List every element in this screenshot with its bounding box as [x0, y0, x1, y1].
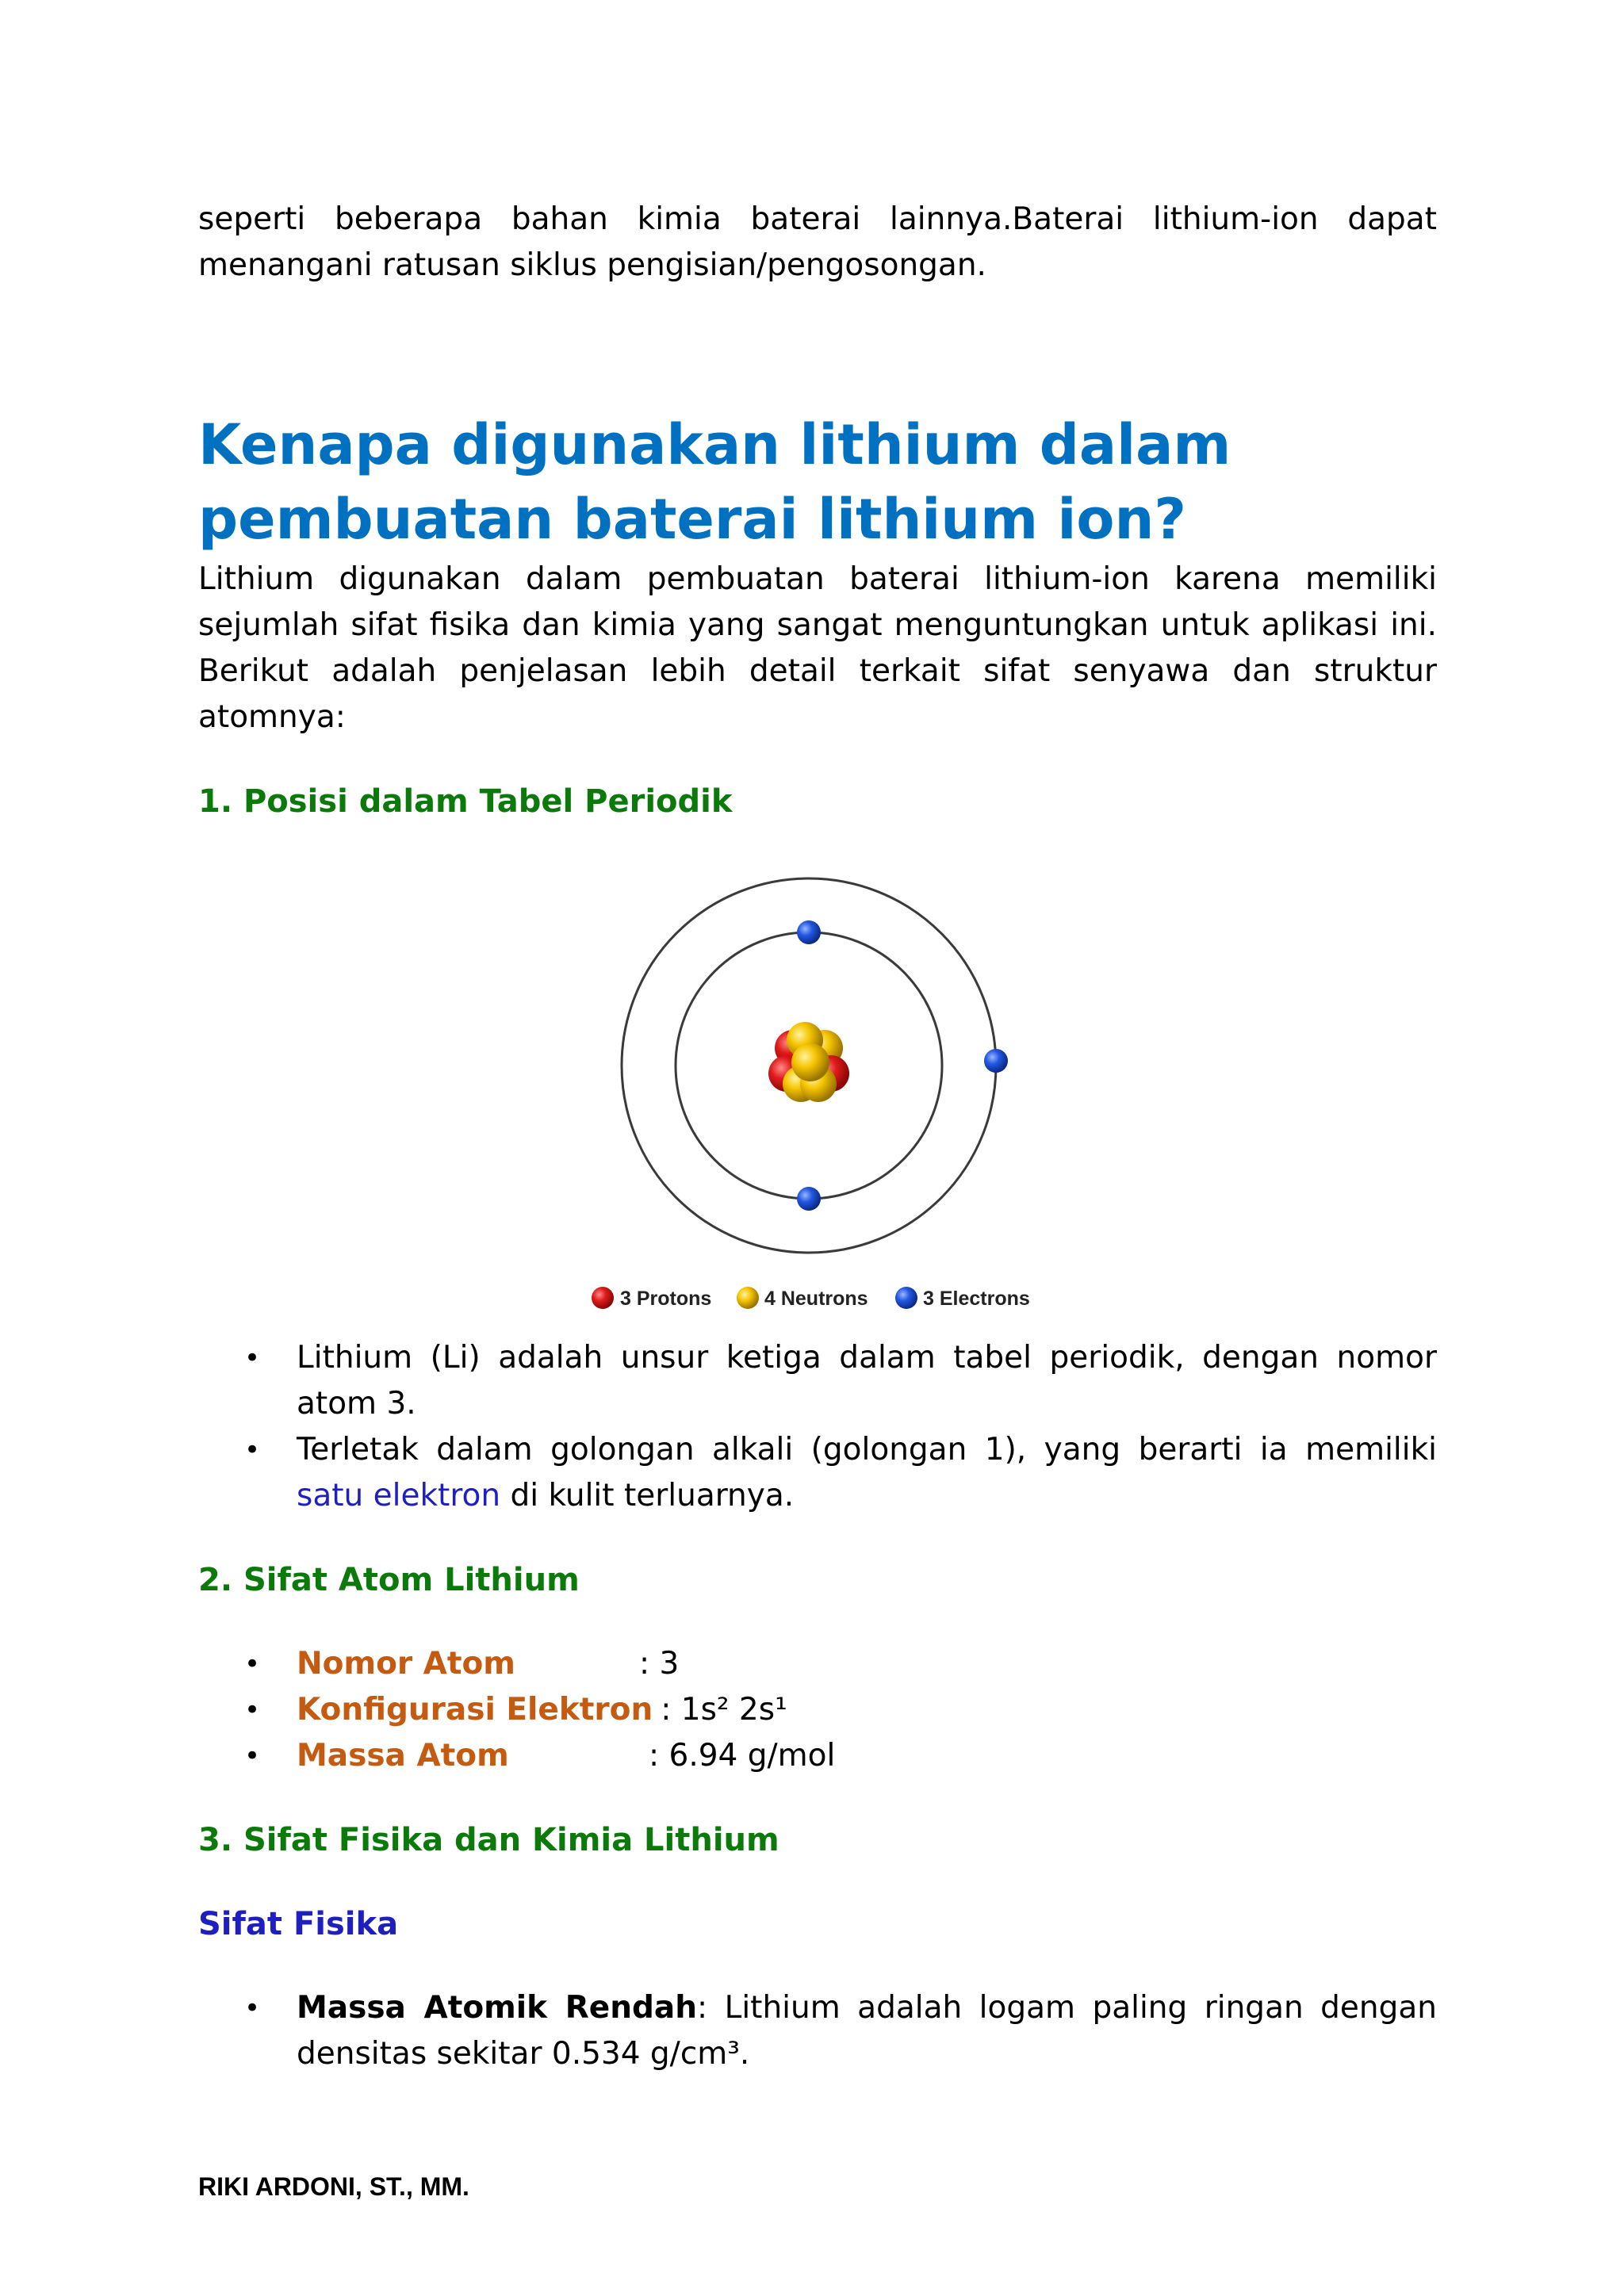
- section1-list: [198, 1335, 1437, 1519]
- list-item: • Lithium (Li) adalah unsur ketiga dalam tabel periodik, dengan nomor atom 3.: [198, 1335, 1437, 1427]
- bullet-key: Massa Atomik Rendah: [297, 1990, 697, 2026]
- section-heading: Kenapa digunakan lithium dalam pembuatan baterai lithium ion?: [198, 412, 1231, 552]
- list-item: [198, 1733, 1437, 1779]
- property-value: : 1s² 2s¹: [661, 1692, 787, 1728]
- property-key: Massa Atom: [297, 1738, 509, 1774]
- sifat-fisika-subtitle: Sifat Fisika: [198, 1906, 399, 1942]
- satu-elektron-link[interactable]: satu elektron: [297, 1478, 501, 1513]
- property-key: Nomor Atom: [297, 1646, 515, 1682]
- legend-protons: 3 Protons: [620, 1288, 712, 1310]
- section2-title: 2. Sifat Atom Lithium: [198, 1562, 580, 1598]
- lithium-paragraph: Lithium digunakan dalam pembuatan baterai lithium-ion karena memiliki sejumlah sifat fisika dan kimia yang sangat menguntungkan untuk aplikasi ini. Berikut adalah penjelasan lebih detail terkait sifat senyawa dan struktur atomnya:: [198, 561, 1437, 735]
- legend-neutron-icon: [737, 1287, 759, 1309]
- atom-diagram: [563, 858, 1086, 1318]
- sifat-fisika-list: [198, 1985, 1437, 2077]
- legend-proton-icon: [592, 1287, 614, 1309]
- nucleus: [768, 1022, 849, 1102]
- lithium-atom-figure: [563, 858, 1086, 1318]
- section1-title: 1. Posisi dalam Tabel Periodik: [198, 783, 733, 820]
- atom-properties-list: [198, 1641, 1437, 1779]
- legend-electrons: 3 Electrons: [923, 1288, 1030, 1310]
- intro-paragraph: seperti beberapa bahan kimia baterai lainnya.Baterai lithium-ion dapat menangani ratusan siklus pengisian/pengosongan.: [198, 201, 1437, 283]
- list-item: • Terletak dalam golongan alkali (golongan 1), yang berarti ia memiliki satu elektron di kulit terluarnya.: [198, 1427, 1437, 1519]
- page-content: [198, 197, 1437, 2077]
- electron-outer: [984, 1049, 1008, 1073]
- legend-electron-icon: [895, 1287, 917, 1309]
- section3-title: 3. Sifat Fisika dan Kimia Lithium: [198, 1822, 779, 1858]
- legend-neutrons: 4 Neutrons: [764, 1288, 868, 1310]
- property-key: Konfigurasi Elektron: [297, 1692, 653, 1728]
- property-value: : 3: [639, 1646, 680, 1682]
- legend: [592, 1287, 1030, 1310]
- list-item: [198, 1687, 1437, 1733]
- page-footer: RIKI ARDONI, ST., MM.: [198, 2172, 469, 2201]
- electron-bottom: [797, 1187, 821, 1211]
- list-item: • Massa Atomik Rendah: Lithium adalah logam paling ringan dengan densitas sekitar 0.534 g/cm³.: [198, 1985, 1437, 2077]
- electron-top: [797, 920, 821, 944]
- list-item: [198, 1641, 1437, 1687]
- property-value: : 6.94 g/mol: [649, 1738, 836, 1774]
